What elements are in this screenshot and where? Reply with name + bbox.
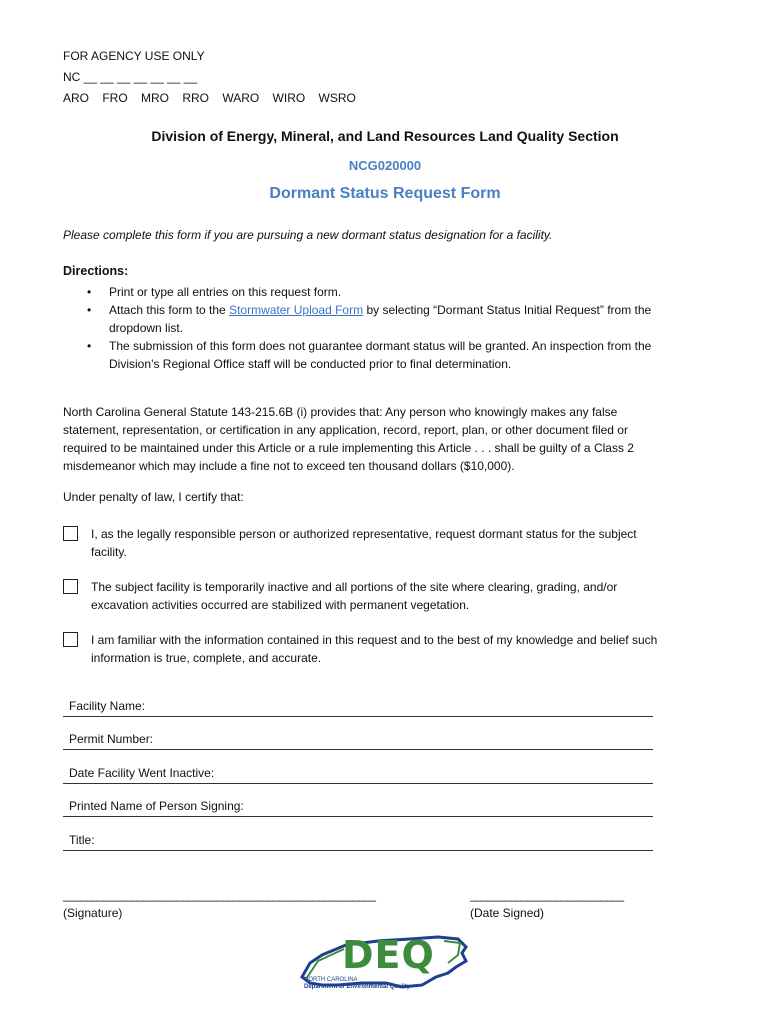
printed-name-label: Printed Name of Person Signing: <box>69 799 244 813</box>
statute-line: misdemeanor which may include a fine not to exceed ten thousand dollars ($10,000). <box>63 459 515 473</box>
facility-name-field[interactable] <box>63 699 653 717</box>
agency-use-label: FOR AGENCY USE ONLY <box>63 49 205 63</box>
deq-logo-line1: NORTH CAROLINA <box>304 977 358 983</box>
directions-list <box>63 283 703 373</box>
statute-paragraph <box>63 403 703 475</box>
deq-logo-text: DEQ <box>342 933 435 977</box>
statute-line: required to be maintained under this Article or a rule implementing this Article . . . shall be guilty of a Class 2 <box>63 441 634 455</box>
directions-item-text: by selecting “Dormant Status Initial Request” from the <box>363 303 652 317</box>
bullet-icon: • <box>87 285 92 299</box>
certification-text: information is true, complete, and accurate. <box>91 651 322 665</box>
deq-logo-line2: Department of Environmental Quality <box>304 984 411 990</box>
directions-item <box>63 337 703 373</box>
certification-item <box>63 578 708 614</box>
permit-number-field[interactable] <box>63 732 653 750</box>
directions-item-text: The submission of this form does not guarantee dormant status will be granted. An inspection from the <box>109 339 652 353</box>
directions-item-text: Attach this form to the <box>109 303 230 317</box>
directions-item-text: Division’s Regional Office staff will be conducted prior to final determination. <box>109 357 512 371</box>
statute-line: statement, representation, or certification in any application, record, report, plan, or other document filed or <box>63 423 628 437</box>
nc-number-blank: NC __ __ __ __ __ __ __ <box>63 70 198 84</box>
deq-logo <box>298 933 470 997</box>
title-field[interactable] <box>63 833 653 851</box>
permit-number-label: Permit Number: <box>69 732 154 746</box>
statute-line: North Carolina General Statute 143-215.6B (i) provides that: Any person who knowingly makes any false <box>63 405 618 419</box>
bullet-icon: • <box>87 339 92 353</box>
certification-text: facility. <box>91 545 127 559</box>
certification-item <box>63 631 708 667</box>
directions-item-text: dropdown list. <box>109 321 184 335</box>
form-title: Dormant Status Request Form <box>269 185 501 202</box>
intro-text: Please complete this form if you are pursuing a new dormant status designation for a facility. <box>63 228 553 242</box>
certification-text: I am familiar with the information contained in this request and to the best of my knowledge and belief such <box>91 633 658 647</box>
date-signed-line[interactable]: ___________________________ <box>470 888 624 902</box>
facility-name-label: Facility Name: <box>69 699 146 713</box>
agency-use-block <box>63 46 356 109</box>
division-title: Division of Energy, Mineral, and Land Resources Land Quality Section <box>151 128 619 144</box>
date-inactive-label: Date Facility Went Inactive: <box>69 766 215 780</box>
certification-text: The subject facility is temporarily inactive and all portions of the site where clearing, grading, and/or <box>91 580 618 594</box>
signature-label: (Signature) <box>63 906 123 920</box>
certification-checkbox[interactable] <box>63 526 78 541</box>
regional-office-codes: ARO FRO MRO RRO WARO WIRO WSRO <box>63 91 356 105</box>
signature-line[interactable]: _______________________________________________________ <box>63 888 376 902</box>
bullet-icon: • <box>87 303 92 317</box>
printed-name-field[interactable] <box>63 799 653 817</box>
directions-item <box>63 301 703 337</box>
certification-checkbox[interactable] <box>63 579 78 594</box>
directions-heading: Directions: <box>63 264 129 278</box>
certification-item <box>63 525 708 561</box>
certification-checkbox[interactable] <box>63 632 78 647</box>
date-signed-label: (Date Signed) <box>470 906 545 920</box>
date-inactive-field[interactable] <box>63 766 653 784</box>
directions-item <box>63 283 703 301</box>
permit-code: NCG020000 <box>348 158 422 173</box>
stormwater-upload-form-link[interactable]: Stormwater Upload Form <box>229 303 364 317</box>
certification-text: I, as the legally responsible person or authorized representative, request dormant status for the subject <box>91 527 637 541</box>
penalty-statement: Under penalty of law, I certify that: <box>63 490 244 504</box>
title-label: Title: <box>69 833 95 847</box>
directions-item-text: Print or type all entries on this request form. <box>109 285 342 299</box>
certification-text: excavation activities occurred are stabilized with permanent vegetation. <box>91 598 470 612</box>
